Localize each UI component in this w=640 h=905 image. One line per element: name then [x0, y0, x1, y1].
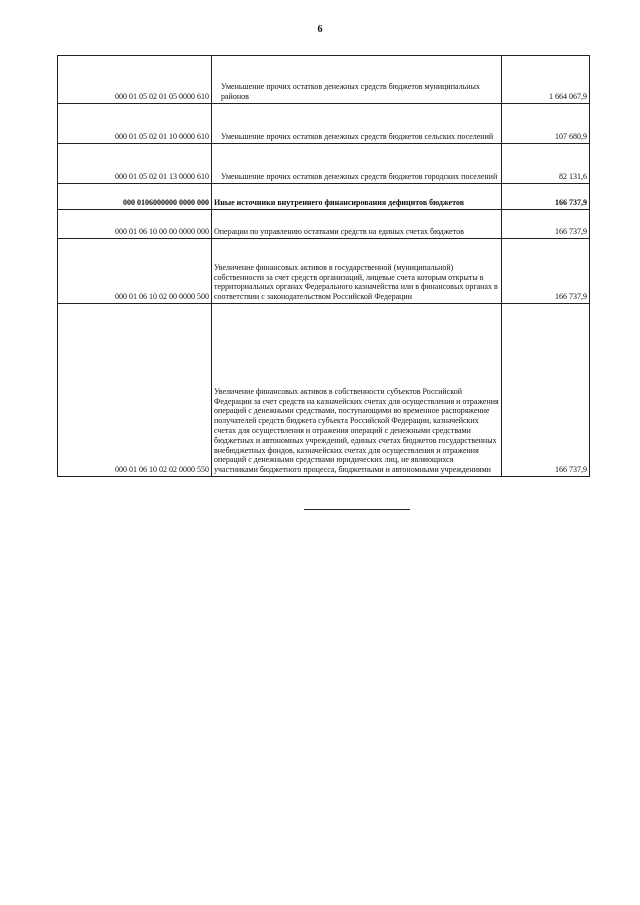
- row-sum: 82 131,6: [502, 144, 590, 184]
- row-name: Уменьшение прочих остатков денежных средств бюджетов городских поселений: [212, 144, 502, 184]
- row-name: Увеличение финансовых активов в государственной (муниципальной) собственности за счет средств организаций, лицевые счета которым открыты в территориальных органах Федерального казначейства или в финансовых органах в соответствии с законодательством Российской Федерации: [212, 239, 502, 304]
- row-name: Иные источники внутреннего финансирования дефицитов бюджетов: [212, 184, 502, 210]
- table-row: [58, 56, 590, 104]
- table-row: [58, 144, 590, 184]
- row-sum: 1 664 067,9: [502, 56, 590, 104]
- row-code: 000 01 05 02 01 13 0000 610: [58, 144, 212, 184]
- row-name: Операции по управлению остатками средств на единых счетах бюджетов: [212, 210, 502, 239]
- page-number: 6: [317, 24, 323, 35]
- row-sum: 166 737,9: [502, 304, 590, 477]
- row-code: 000 01 06 10 00 00 0000 000: [58, 210, 212, 239]
- row-sum: 107 680,9: [502, 104, 590, 144]
- row-sum: 166 737,9: [502, 184, 590, 210]
- row-sum: 166 737,9: [502, 239, 590, 304]
- table-row: [58, 104, 590, 144]
- table-row: [58, 304, 590, 477]
- row-name: Уменьшение прочих остатков денежных средств бюджетов сельских поселений: [212, 104, 502, 144]
- row-code: 000 01 05 02 01 05 0000 610: [58, 56, 212, 104]
- table-row: [58, 239, 590, 304]
- row-name: Уменьшение прочих остатков денежных средств бюджетов муниципальных районов: [212, 56, 502, 104]
- row-name: Увеличение финансовых активов в собственности субъектов Российской Федерации за счет средств на казначейских счетах для осуществления и отражения операций с денежными средствами, поступающими во временное распоряжение получателей средств бюджета субъекта Российской Федерации, казначейских счетах для осуществления и отражения операций с денежными средствами бюджетных и автономных учреждений, единых счетах бюджетов государственных внебюджетных фондов, казначейских счетах для осуществления и отражения операций с денежными средствами юридических лиц, не являющихся участниками бюджетного процесса, бюджетными и автономными учреждениями: [212, 304, 502, 477]
- budget-sources-table: [57, 55, 590, 477]
- row-code: 000 01 06 10 02 00 0000 500: [58, 239, 212, 304]
- row-code: 000 0106000000 0000 000: [58, 184, 212, 210]
- row-code: 000 01 06 10 02 02 0000 550: [58, 304, 212, 477]
- table-row: [58, 210, 590, 239]
- row-sum: 166 737,9: [502, 210, 590, 239]
- separator-line: [304, 509, 410, 510]
- row-code: 000 01 05 02 01 10 0000 610: [58, 104, 212, 144]
- table-row: [58, 184, 590, 210]
